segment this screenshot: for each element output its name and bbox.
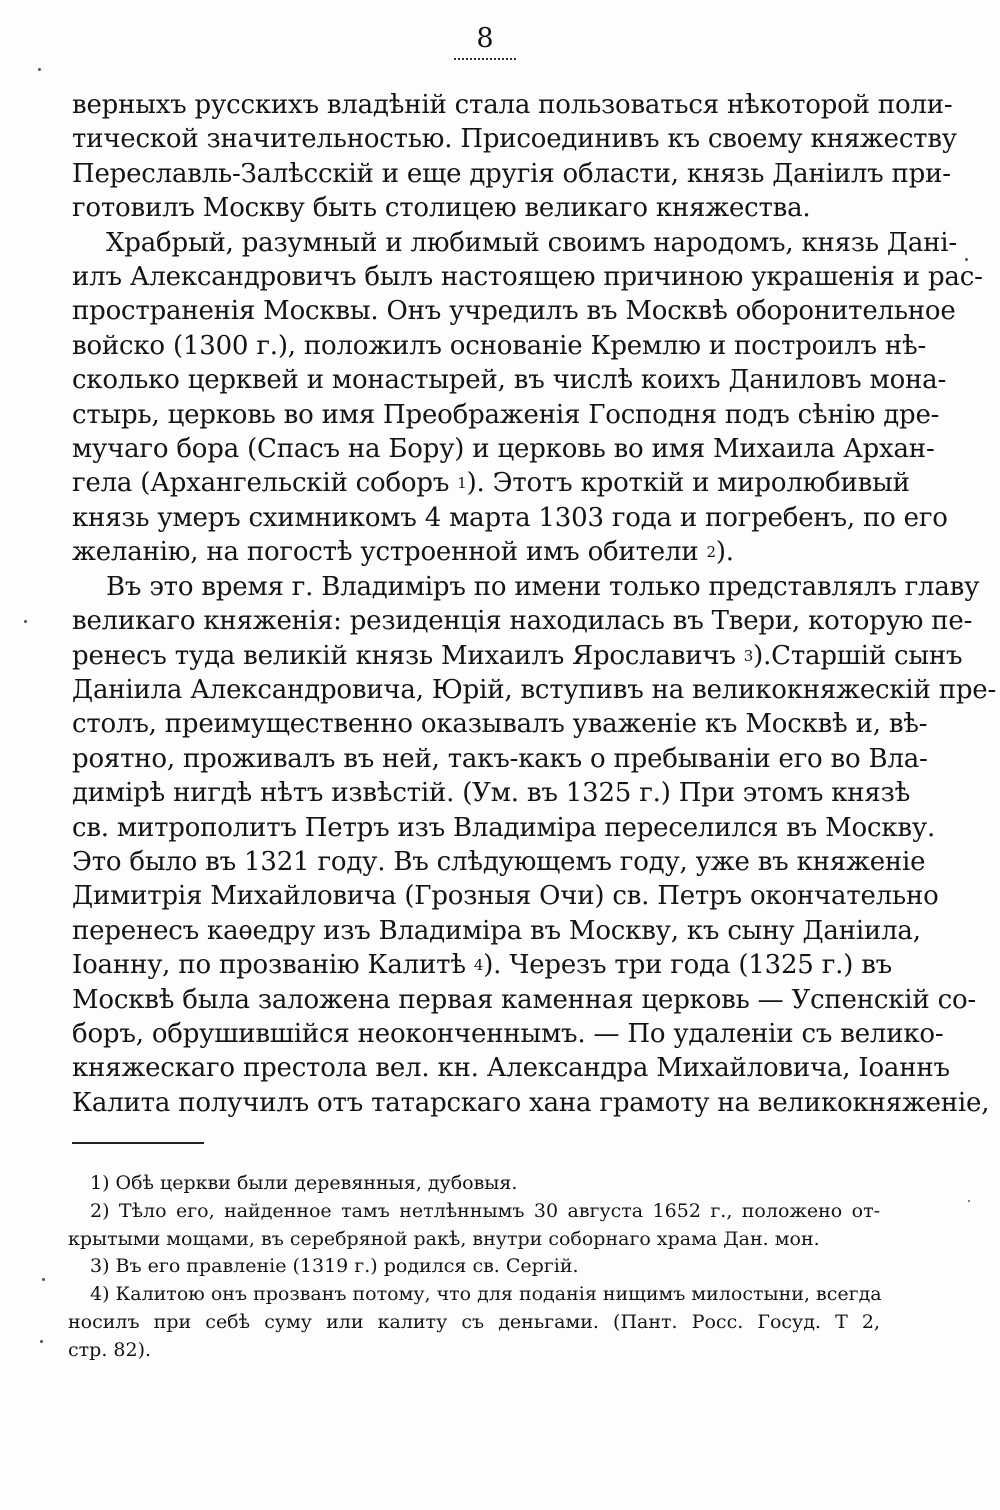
text-line: пространенія Москвы. Онъ учредилъ въ Москвѣ оборонительное <box>72 296 956 327</box>
text-line: сколько церквей и монастырей, въ числѣ коихъ Даниловъ мона- <box>72 365 947 396</box>
scan-speck <box>42 1278 45 1281</box>
footnote-ref: 2 <box>706 543 716 562</box>
text-span: Іоанну, по прозванію Калитѣ <box>72 950 474 981</box>
scan-speck <box>965 258 968 261</box>
text-line: роятно, проживалъ въ ней, такъ-какъ о пребываніи его во Вла- <box>72 743 928 774</box>
scan-speck <box>38 68 41 71</box>
footnote-line: носилъ при себѣ суму или калиту съ деньгами. (Пант. Росс. Госуд. Т 2, <box>68 1310 880 1333</box>
text-line: св. митрополитъ Петръ изъ Владиміра переселился въ Москву. <box>72 812 936 843</box>
text-line: князь умеръ схимникомъ 4 марта 1303 года и погребенъ, по его <box>72 502 948 533</box>
text-line: димірѣ нигдѣ нѣтъ извѣстій. (Ум. въ 1325 г.) При этомъ князѣ <box>72 778 911 809</box>
footnotes <box>68 1170 880 1365</box>
text-line: Даніила Александровича, Юрій, вступивъ на великокняжескій пре- <box>72 674 997 705</box>
text-line: Переславль-Залѣсскій и еще другія области, князь Даніилъ при- <box>72 158 951 189</box>
text-line: готовилъ Москву быть столицею великаго княжества. <box>72 193 811 224</box>
footnote-line: 4) Калитою онъ прозванъ потому, что для поданія нищимъ милостыни, всегда <box>90 1283 882 1306</box>
text-line: илъ Александровичъ былъ настоящею причиною украшенія и рас- <box>72 262 983 293</box>
text-line: Димитрія Михайловича (Грозныя Очи) св. Петръ окончательно <box>72 881 939 912</box>
text-line: Храбрый, разумный и любимый своимъ народомъ, князь Дані- <box>106 227 957 258</box>
text-line <box>72 639 963 673</box>
text-line <box>72 948 892 982</box>
text-line: боръ, обрушившійся неоконченнымъ. — По удаленіи съ велико- <box>72 1018 944 1049</box>
text-line: Москвѣ была заложена первая каменная церковь — Успенскій со- <box>72 984 976 1015</box>
text-line <box>72 535 892 569</box>
footnote-separator <box>72 1142 204 1144</box>
footnote-ref: 1 <box>457 474 467 493</box>
text-line: столъ, преимущественно оказывалъ уваженіе къ Москвѣ и, вѣ- <box>72 709 928 740</box>
text-span: ренесъ туда великій князь Михаилъ Ярославичъ <box>72 640 744 671</box>
page-number-rule <box>454 58 516 60</box>
text-line: стырь, церковь во имя Преображенія Господня подъ сѣнію дре- <box>72 399 940 430</box>
text-span: ). Черезъ три года (1325 г.) въ <box>483 950 892 981</box>
footnote-line: крытыми мощами, въ серебряной ракѣ, внутри соборнаго храма Дан. мон. <box>68 1227 820 1250</box>
footnote-ref: 4 <box>473 956 484 975</box>
text-line: великаго княженія: резиденція находилась въ Твери, которую пе- <box>72 606 973 637</box>
page-number: 8 <box>476 23 494 54</box>
text-line: Калита получилъ отъ татарскаго хана грамоту на великокняженіе, <box>72 1087 990 1118</box>
footnote-ref: 3 <box>743 646 754 665</box>
footnote-line: 2) Тѣло его, найденное тамъ нетлѣннымъ 30 августа 1652 г., положено от- <box>90 1199 880 1222</box>
text-span: ). Этотъ кроткій и миролюбивый <box>466 468 910 499</box>
text-span: ).Старшій сынъ <box>753 640 963 671</box>
text-line: Это было въ 1321 году. Въ слѣдующемъ году, уже въ княженіе <box>72 846 926 877</box>
scan-speck <box>24 620 27 623</box>
scan-speck <box>968 1200 970 1202</box>
text-span: желанію, на погостѣ устроенной имъ обители <box>72 537 707 568</box>
text-line: мучаго бора (Спасъ на Бору) и церковь во имя Михаила Архан- <box>72 434 935 465</box>
text-line: Въ это время г. Владиміръ по имени только представлялъ главу <box>106 571 980 602</box>
text-line: верныхъ русскихъ владѣній стала пользоваться нѣкоторой поли- <box>72 90 953 120</box>
body-text <box>72 88 997 1120</box>
footnote-line: 3) Въ его правленіе (1319 г.) родился св. Сергій. <box>90 1255 579 1278</box>
text-line: перенесъ каѳедру изъ Владиміра въ Москву, къ сыну Даніила, <box>72 915 921 946</box>
footnote-line: стр. 82). <box>68 1338 152 1361</box>
text-line: войско (1300 г.), положилъ основаніе Кремлю и построилъ нѣ- <box>72 330 927 361</box>
text-line <box>72 466 910 500</box>
text-span: ). <box>715 537 734 568</box>
text-span: гела (Архангельскій соборъ <box>72 468 458 499</box>
text-line: княжескаго престола вел. кн. Александра Михайловича, Іоаннъ <box>72 1053 950 1084</box>
footnote-line: 1) Обѣ церкви были деревянныя, дубовыя. <box>90 1172 518 1194</box>
text-line: тической значительностью. Присоединивъ къ своему княжеству <box>72 124 957 155</box>
scan-speck <box>40 1340 43 1343</box>
